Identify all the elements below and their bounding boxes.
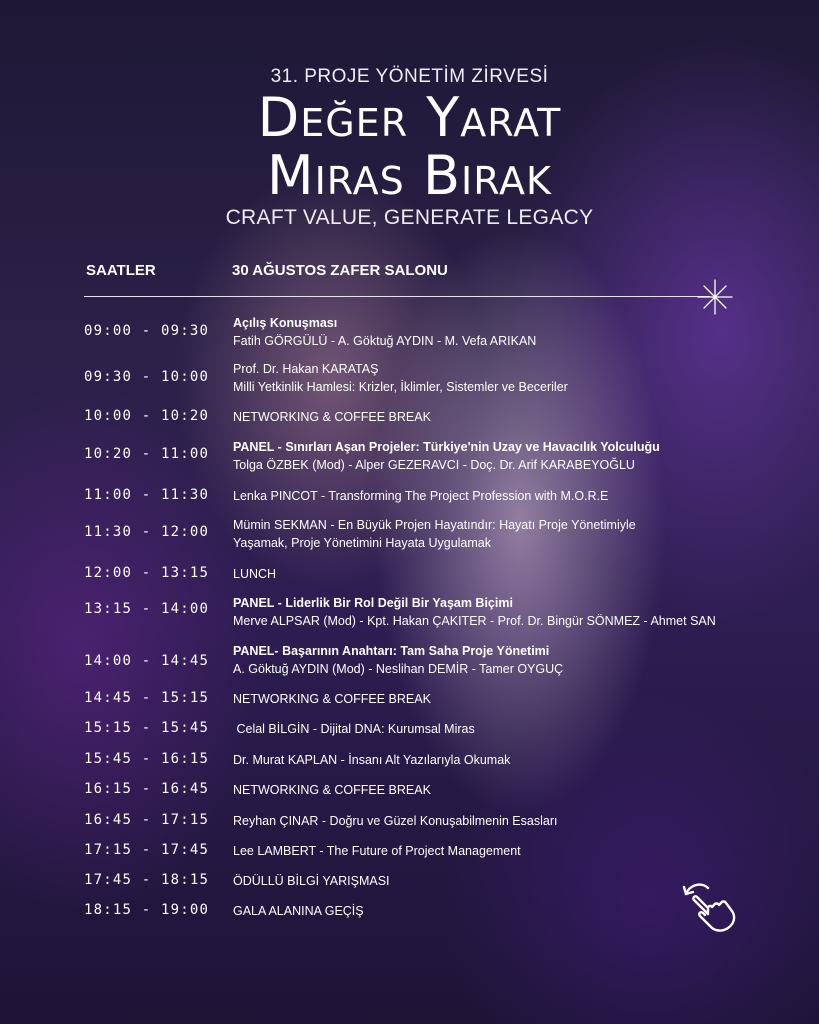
session-title: PANEL - Liderlik Bir Rol Değil Bir Yaşam Biçimi — [233, 596, 513, 610]
session-title: PANEL- Başarının Anahtarı: Tam Saha Proje Yönetimi — [233, 644, 550, 658]
time-slot: 16:45 - 17:15 — [84, 812, 210, 828]
time-slot: 16:15 - 16:45 — [84, 781, 210, 797]
session-title: Açılış Konuşması — [233, 316, 338, 330]
header-divider — [84, 296, 710, 297]
time-slot: 10:00 - 10:20 — [84, 408, 210, 424]
time-slot: 18:15 - 19:00 — [84, 902, 210, 918]
session-title: NETWORKING & COFFEE BREAK — [233, 783, 431, 797]
session-title: Mümin SEKMAN - En Büyük Projen Hayatındır: Hayatı Proje Yönetimiyle — [233, 518, 636, 532]
time-slot: 17:15 - 17:45 — [84, 842, 210, 858]
time-slot: 14:00 - 14:45 — [84, 653, 210, 669]
time-slot: 12:00 - 13:15 — [84, 565, 210, 581]
time-slot: 10:20 - 11:00 — [84, 446, 210, 462]
time-slot: 11:30 - 12:00 — [84, 524, 210, 540]
time-slot: 09:30 - 10:00 — [84, 369, 210, 385]
session-title: NETWORKING & COFFEE BREAK — [233, 692, 431, 706]
event-name: 31. PROJE YÖNETİM ZİRVESİ — [270, 66, 549, 87]
session-speakers: A. Göktuğ AYDIN (Mod) - Neslihan DEMİR - Tamer OYGUÇ — [233, 662, 564, 676]
time-slot: 14:45 - 15:15 — [84, 690, 210, 706]
session-speakers: Merve ALPSAR (Mod) - Kpt. Hakan ÇAKITER - Prof. Dr. Bingür SÖNMEZ - Ahmet SAN — [233, 614, 716, 628]
session-title: Reyhan ÇINAR - Doğru ve Güzel Konuşabilmenin Esasları — [233, 814, 558, 828]
session-title: Dr. Murat KAPLAN - İnsanı Alt Yazılarıyla Okumak — [233, 753, 511, 767]
time-slot: 09:00 - 09:30 — [84, 323, 210, 339]
time-slot: 11:00 - 11:30 — [84, 487, 210, 503]
session-title: LUNCH — [233, 567, 277, 581]
session-title: GALA ALANINA GEÇİŞ — [233, 904, 364, 918]
time-slot: 15:45 - 16:15 — [84, 751, 210, 767]
session-title: PANEL - Sınırları Aşan Projeler: Türkiye'nin Uzay ve Havacılık Yolculuğu — [233, 440, 660, 454]
sparkle-icon — [696, 278, 734, 316]
session-title: Lenka PINCOT - Transforming The Project Profession with M.O.R.E — [233, 489, 609, 503]
session-title: ÖDÜLLÜ BİLGİ YARIŞMASI — [233, 874, 390, 888]
time-slot: 15:15 - 15:45 — [84, 720, 210, 736]
tagline: CRAFT VALUE, GENERATE LEGACY — [225, 206, 594, 229]
session-speaker: Prof. Dr. Hakan KARATAŞ — [233, 362, 379, 376]
session-topic: Milli Yetkinlik Hamlesi: Krizler, İklimler, Sistemler ve Beceriler — [233, 380, 568, 394]
time-slot: 13:15 - 14:00 — [84, 601, 210, 617]
session-speakers: Fatih GÖRGÜLÜ - A. Göktuğ AYDIN - M. Vefa ARIKAN — [233, 334, 537, 348]
pointing-hand-icon[interactable] — [680, 878, 740, 934]
session-title: NETWORKING & COFFEE BREAK — [233, 410, 431, 424]
hours-column-header: SAATLER — [86, 262, 156, 279]
session-title-cont: Yaşamak, Proje Yönetimini Hayata Uygulamak — [233, 536, 491, 550]
title-line-1: Değer Yarat — [257, 86, 562, 149]
session-title: Lee LAMBERT - The Future of Project Management — [233, 844, 521, 858]
room-column-header: 30 AĞUSTOS ZAFER SALONU — [232, 262, 448, 279]
time-slot: 17:45 - 18:15 — [84, 872, 210, 888]
title-line-2: Miras Bırak — [267, 144, 552, 207]
session-title: Celal BİLGİN - Dijital DNA: Kurumsal Miras — [233, 722, 475, 736]
session-speakers: Tolga ÖZBEK (Mod) - Alper GEZERAVCI - Doç. Dr. Arif KARABEYOĞLU — [233, 458, 635, 472]
